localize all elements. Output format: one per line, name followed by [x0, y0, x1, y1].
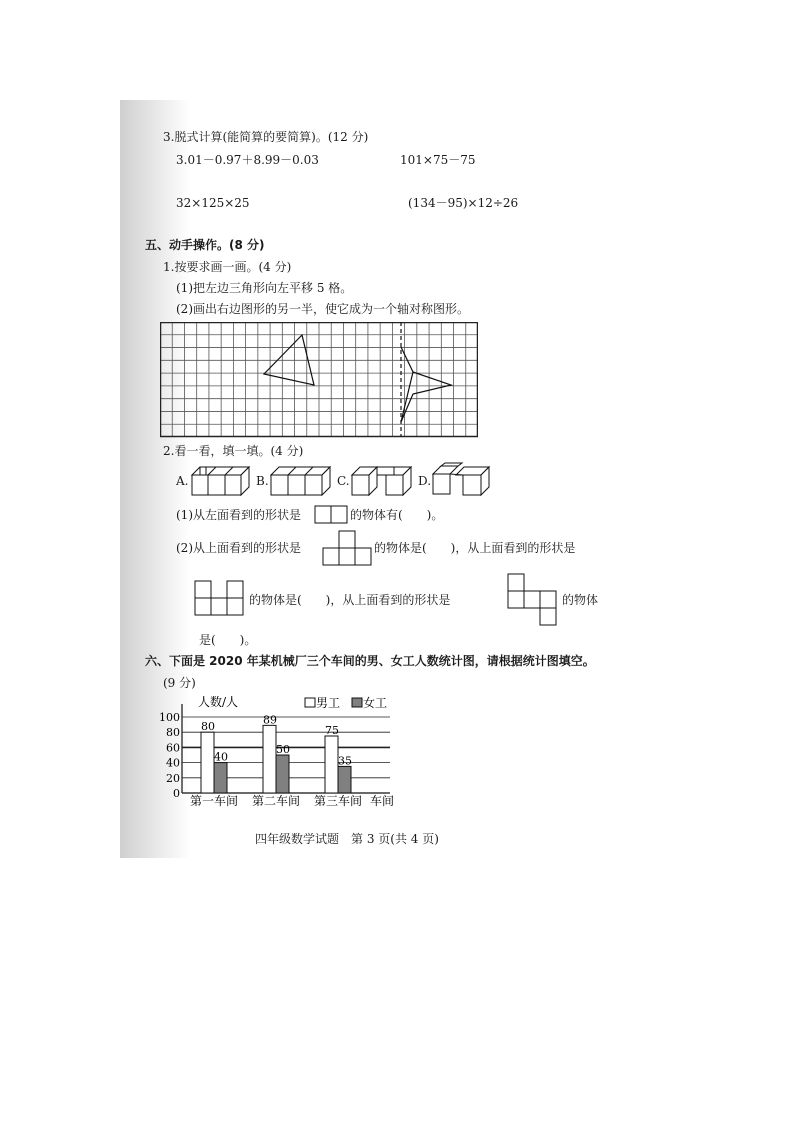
s5-q2-part2-d: 的物体 — [562, 593, 599, 607]
s5-q2-part1-b: 的物体有( )。 — [350, 508, 444, 522]
bar-chart — [150, 692, 410, 814]
cube-figure-a — [191, 466, 251, 498]
half-figure — [401, 347, 413, 422]
chart-data-label: 50 — [276, 743, 290, 756]
s5-q2-part2-c: 的物体是( )，从上面看到的形状是 — [249, 593, 451, 607]
q3-expr-4: (134－95)×12÷26 — [408, 196, 519, 210]
section6-score: (9 分) — [163, 676, 196, 690]
section6-title: 六、下面是 2020 年某机械厂三个车间的男、女工人数统计图，请根据统计图填空。 — [145, 654, 595, 668]
chart-ylabel: 人数/人 — [198, 695, 239, 709]
left-view-shape — [314, 505, 350, 525]
chart-category-label: 第三车间 — [313, 794, 363, 808]
top-view-shape-2 — [194, 580, 248, 618]
s5-q2-part1-a: (1)从左面看到的形状是 — [176, 508, 301, 522]
chart-data-label: 89 — [263, 713, 277, 727]
legend-label-male: 男工 — [316, 696, 341, 710]
cube-figure-b — [270, 466, 332, 498]
chart-ytick-label: 80 — [166, 726, 180, 740]
q3-expr-2: 101×75－75 — [400, 153, 476, 167]
top-view-shape-3 — [507, 573, 561, 627]
s5-q1-instruction-1: (1)把左边三角形向左平移 5 格。 — [176, 281, 353, 295]
q3-expr-3: 32×125×25 — [176, 196, 250, 210]
chart-ytick-label: 20 — [166, 771, 180, 785]
s5-q1-title: 1.按要求画一画。(4 分) — [163, 260, 292, 274]
top-view-shape-1 — [322, 530, 374, 568]
chart-data-label: 75 — [325, 724, 339, 737]
chart-ytick-label: 40 — [166, 756, 180, 770]
chart-bar — [276, 755, 289, 793]
chart-bar — [263, 725, 276, 793]
q3-title: 3.脱式计算(能简算的要简算)。(12 分) — [163, 130, 369, 144]
chart-ytick-label: 0 — [173, 787, 180, 800]
q3-expr-1: 3.01－0.97＋8.99－0.03 — [176, 153, 319, 167]
chart-bar — [325, 736, 338, 793]
option-b-label: B. — [256, 474, 269, 488]
chart-ytick-label: 60 — [166, 741, 180, 755]
s5-q2-part2-b: 的物体是( )，从上面看到的形状是 — [374, 541, 576, 555]
drawing-grid — [160, 322, 478, 438]
page-footer: 四年级数学试题 第 3 页(共 4 页) — [255, 832, 439, 846]
chart-category-label: 第二车间 — [251, 794, 301, 808]
option-d-label: D. — [418, 474, 432, 488]
cube-figure-c — [351, 466, 413, 498]
s5-q2-part2-a: (2)从上面看到的形状是 — [176, 541, 301, 555]
chart-xlabel: 车间 — [370, 794, 395, 808]
chart-bar — [214, 763, 227, 793]
option-c-label: C. — [337, 474, 350, 488]
chart-bar — [338, 766, 351, 793]
chart-legend — [305, 696, 387, 710]
chart-ytick-label: 100 — [159, 711, 180, 724]
half-figure-arrow — [401, 372, 451, 422]
chart-data-label: 35 — [338, 754, 352, 768]
s5-q1-instruction-2: (2)画出右边图形的另一半，使它成为一个轴对称图形。 — [176, 302, 470, 316]
s5-q2-title: 2.看一看，填一填。(4 分) — [163, 444, 304, 458]
chart-category-label: 第一车间 — [189, 794, 239, 808]
legend-label-female: 女工 — [363, 696, 388, 710]
chart-data-label: 40 — [214, 750, 228, 764]
cube-figure-d — [432, 462, 492, 498]
chart-bar — [201, 732, 214, 793]
legend-swatch-female — [352, 698, 362, 707]
legend-swatch-male — [305, 698, 315, 707]
section5-title: 五、动手操作。(8 分) — [145, 238, 265, 252]
chart-data-label: 80 — [201, 720, 215, 734]
s5-q2-part2-e: 是( )。 — [199, 633, 257, 647]
option-a-label: A. — [176, 474, 189, 488]
